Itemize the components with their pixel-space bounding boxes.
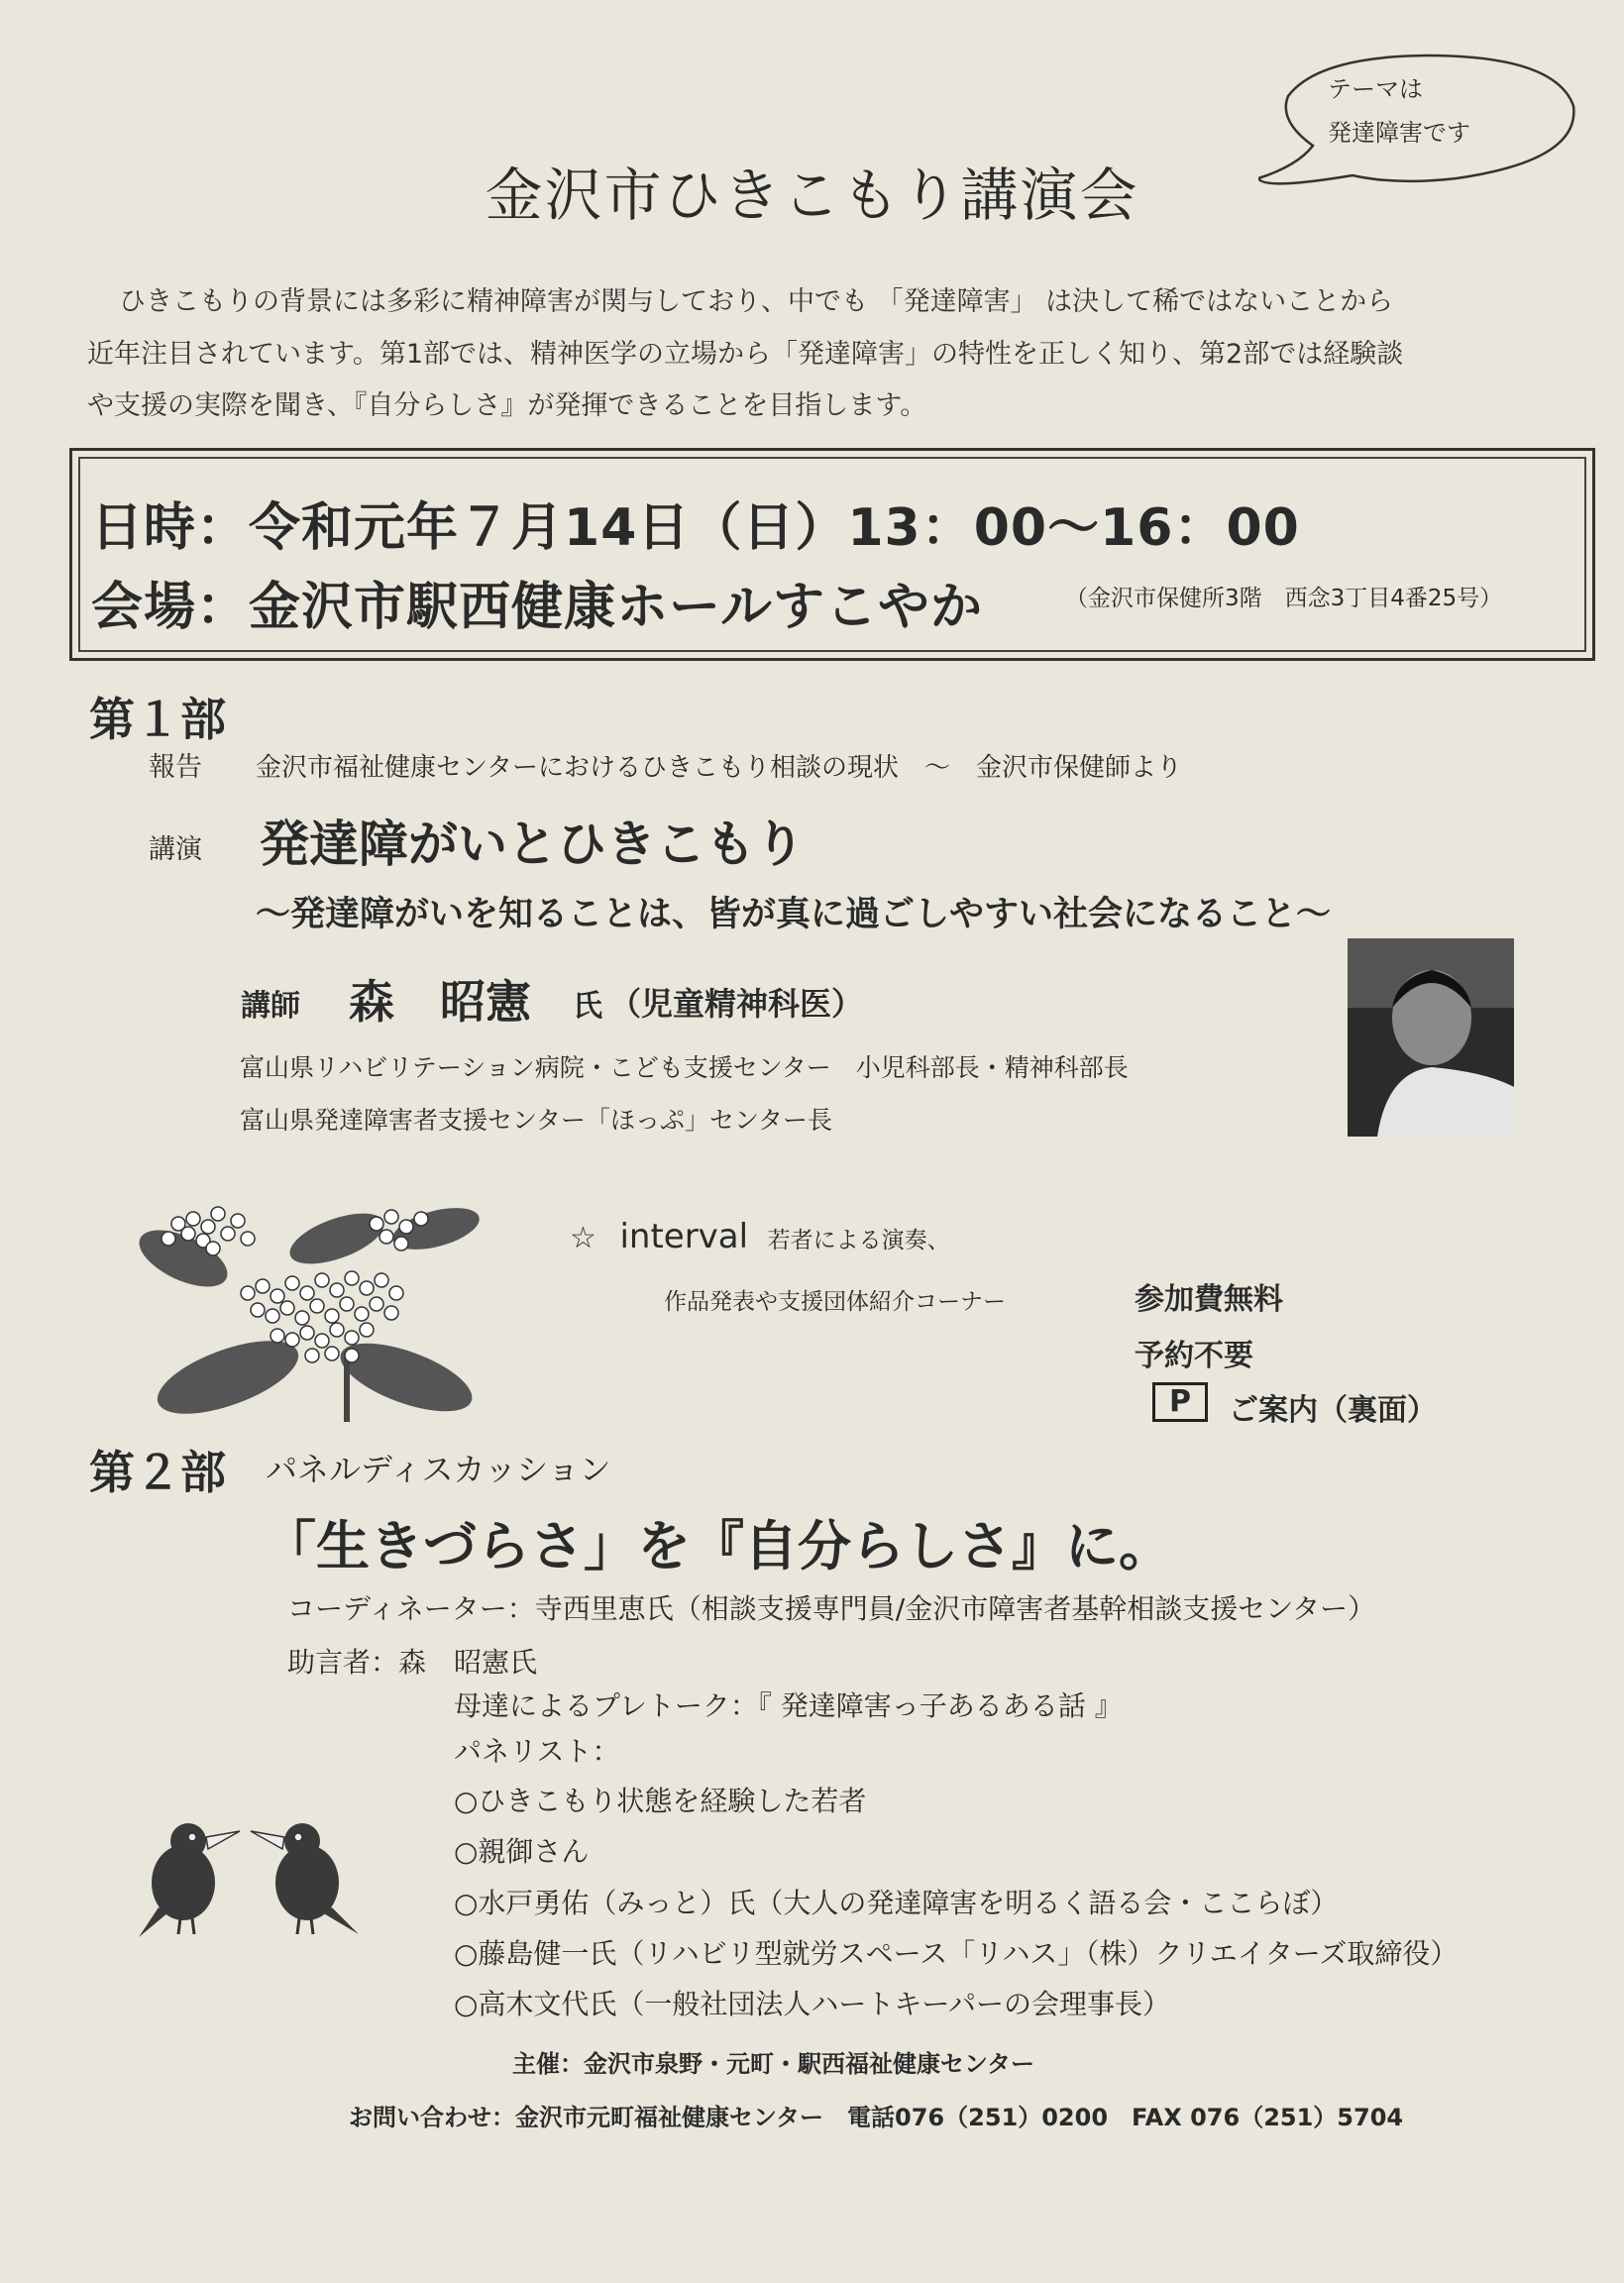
- interval-desc-1: 若者による演奏、: [767, 1228, 950, 1253]
- fee-info: 参加費無料: [1135, 1282, 1283, 1317]
- interval-label: interval: [619, 1217, 749, 1256]
- coordinator: コーディネーター：寺西里恵氏（相談支援専門員/金沢市障害者基幹相談支援センター）: [287, 1592, 1376, 1625]
- affiliation-2: 富山県発達障害者支援センター「ほっぷ」センター長: [240, 1106, 833, 1135]
- part2-heading: 第２部: [89, 1446, 226, 1499]
- host-info: 主催：金沢市泉野・元町・駅西福祉健康センター: [512, 2050, 1035, 2078]
- event-datetime: 日時：令和元年７月14日（日）13：00～16：00: [91, 498, 1300, 558]
- star-icon: ☆: [570, 1221, 596, 1255]
- panelist-item: ○水戸勇佑（みっと）氏（大人の発達障害を明るく語る会・ここらぼ）: [454, 1887, 1339, 1919]
- panelist-item: ○高木文代氏（一般社団法人ハートキーパーの会理事長）: [454, 1988, 1171, 2020]
- interval-desc-2: 作品発表や支援団体紹介コーナー: [664, 1289, 1006, 1315]
- lecturer-suffix: 氏: [573, 989, 602, 1024]
- reservation-info: 予約不要: [1135, 1339, 1253, 1373]
- panelist-item: ○藤島健一氏（リハビリ型就労スペース「リハス」（株）クリエイターズ取締役）: [454, 1937, 1459, 1970]
- intro-line-1: ひきこもりの背景には多彩に精神障害が関与しており、中でも 「発達障害」 は決して稀ではないことから: [119, 286, 1394, 317]
- affiliation-1: 富山県リハビリテーション病院・こども支援センター 小児科部長・精神科部長: [240, 1053, 1129, 1082]
- interval-heading: [570, 1217, 950, 1256]
- report-text: 金沢市福祉健康センターにおけるひきこもり相談の現状 ～ 金沢市保健師より: [256, 753, 1182, 783]
- part2-title: 「生きづらさ」を『自分らしさ』に。: [263, 1515, 1172, 1577]
- panelists-label: パネリスト：: [454, 1735, 620, 1768]
- event-venue: 会場：金沢市駅西健康ホールすこやか: [91, 578, 983, 637]
- parking-info: ご案内（裏面）: [1229, 1393, 1437, 1428]
- intro-line-3: や支援の実際を聞き、『自分らしさ』が発揮できることを目指します。: [87, 390, 927, 421]
- bubble-line-1: テーマは: [1328, 75, 1423, 103]
- page-title: 金沢市ひきこもり講演会: [485, 162, 1139, 229]
- lecture-label: 講演: [149, 834, 202, 865]
- lecturer-role: （児童精神科医）: [609, 985, 864, 1023]
- lecturer-photo: [1348, 938, 1514, 1137]
- lecturer-name: 森 昭憲: [349, 975, 531, 1029]
- venue-address: （金沢市保健所3階 西念3丁目4番25号）: [1065, 586, 1503, 611]
- part2-subheading: パネルディスカッション: [266, 1451, 611, 1488]
- hydrangea-illustration: [139, 1199, 495, 1427]
- panelist-item: ○ひきこもり状態を経験した若者: [454, 1785, 867, 1817]
- pretalk: 母達によるプレトーク：『 発達障害っ子あるある話 』: [454, 1689, 1123, 1722]
- intro-line-2: 近年注目されています。第1部では、精神医学の立場から「発達障害」の特性を正しく知り、第2部では経験談: [87, 339, 1404, 370]
- part1-heading: 第１部: [89, 693, 226, 746]
- contact-info: お問い合わせ：金沢市元町福祉健康センター 電話076（251）0200 FAX 076（251）5704: [349, 2104, 1404, 2131]
- parking-icon: P: [1152, 1382, 1208, 1422]
- lecture-subtitle: ～発達障がいを知ることは、皆が真に過ごしやすい社会になること～: [256, 895, 1332, 934]
- report-label: 報告: [149, 752, 202, 783]
- advisor: 助言者：森 昭憲氏: [287, 1646, 538, 1679]
- lecture-title: 発達障がいとひきこもり: [260, 815, 805, 873]
- bubble-line-2: 発達障害です: [1328, 119, 1470, 147]
- panelist-item: ○親御さん: [454, 1835, 590, 1868]
- lecturer-label: 講師: [241, 989, 300, 1024]
- birds-illustration: [129, 1813, 367, 1942]
